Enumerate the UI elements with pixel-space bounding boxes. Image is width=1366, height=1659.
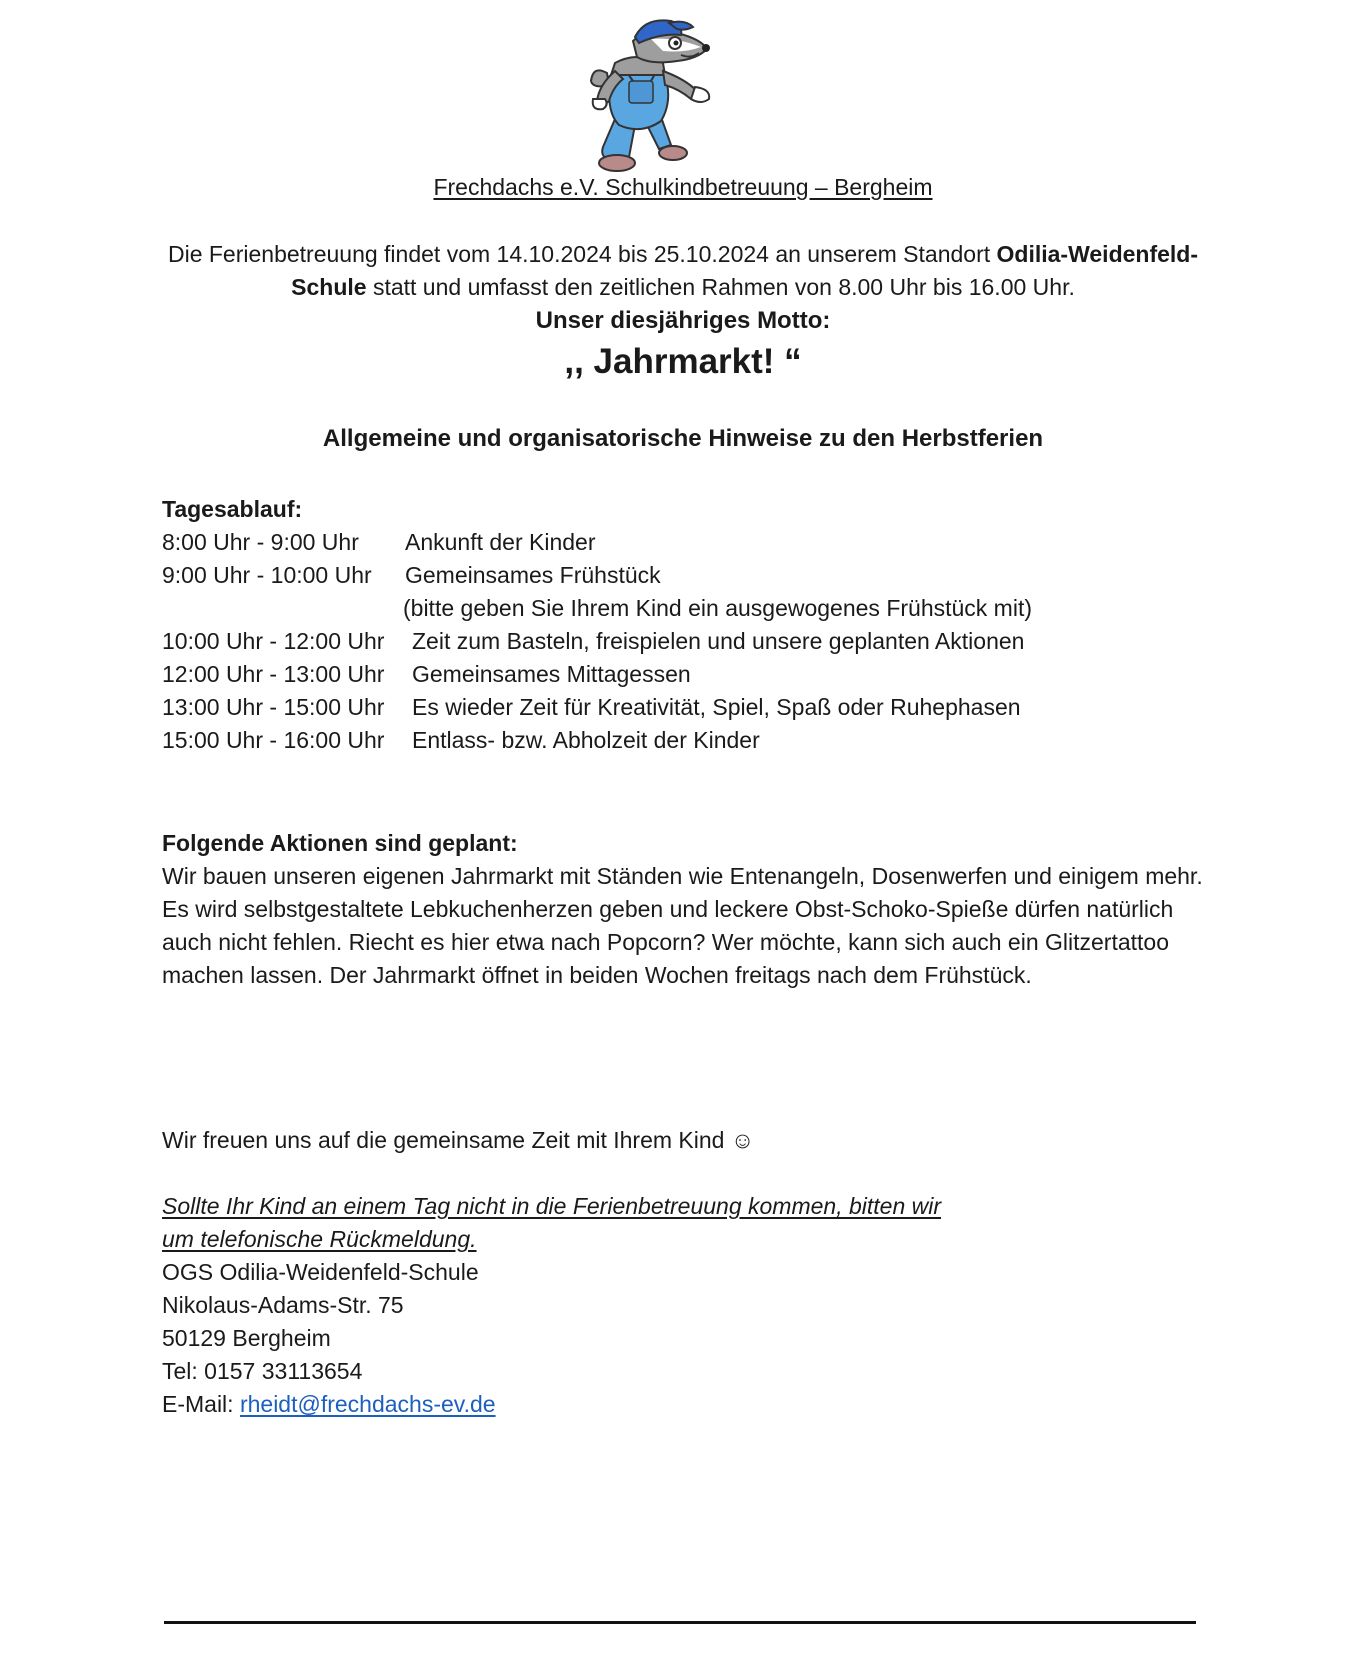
badger-mascot-logo [585,15,735,175]
schedule-row [162,625,1222,658]
intro-text-part1: Die Ferienbetreuung findet vom 14.10.2024 bis 25.10.2024 an unserem Standort [167,241,997,267]
intro-location: Odilia-Weidenfeld-Schule [291,241,1199,300]
contact-email-row [162,1388,941,1421]
intro-paragraph [160,238,1206,304]
activities-paragraph: Wir bauen unseren eigenen Jahrmarkt mit Ständen wie Entenangeln, Dosenwerfen und einigem mehr. [162,863,1203,889]
schedule-time: 8:00 Uhr - 9:00 Uhr [162,529,359,555]
email-label: E-Mail: [162,1391,240,1417]
schedule-row [162,592,1222,625]
notes-heading: Allgemeine und organisatorische Hinweise zu den Herbstferien [322,425,1044,452]
footer-divider [164,1621,1196,1624]
contact-org: OGS Odilia-Weidenfeld-Schule [162,1259,479,1285]
schedule-activity: Es wieder Zeit für Kreativität, Spiel, Spaß oder Ruhephasen [412,694,1021,720]
schedule-heading: Tagesablauf: [162,496,303,522]
schedule-activity: (bitte geben Sie Ihrem Kind ein ausgewogenes Frühstück mit) [403,595,1032,621]
schedule-row [162,658,1222,691]
contact-city: 50129 Bergheim [162,1325,331,1351]
schedule-time: 9:00 Uhr - 10:00 Uhr [162,562,372,588]
schedule-time: 12:00 Uhr - 13:00 Uhr [162,661,385,687]
absence-notice-line: um telefonische Rückmeldung. [162,1226,477,1252]
schedule-row [162,724,1222,757]
contact-phone: Tel: 0157 33113654 [162,1358,363,1384]
activities-heading: Folgende Aktionen sind geplant: [162,830,518,856]
contact-block [162,1190,941,1421]
schedule-row [162,526,1222,559]
motto-text: ,, Jahrmarkt! “ [564,342,802,381]
closing-line: Wir freuen uns auf die gemeinsame Zeit mit Ihrem Kind ☺ [162,1127,755,1153]
schedule-activity: Ankunft der Kinder [405,529,596,555]
schedule-time: 13:00 Uhr - 15:00 Uhr [162,694,385,720]
schedule-activity: Gemeinsames Frühstück [405,562,661,588]
schedule-activity: Gemeinsames Mittagessen [412,661,691,687]
organization-title: Frechdachs e.V. Schulkindbetreuung – Bergheim [433,174,933,200]
contact-street: Nikolaus-Adams-Str. 75 [162,1292,404,1318]
intro-text-part2: statt und umfasst den zeitlichen Rahmen von 8.00 Uhr bis 16.00 Uhr. [366,274,1075,300]
schedule-row [162,559,1222,592]
activities-paragraph: Es wird selbstgestaltete Lebkuchenherzen geben und leckere Obst-Schoko-Spieße dürfen natürlich auch nicht fehlen. Riecht es hier etwa nach Popcorn? Wer möchte, kann sich auch ein Glitzertattoo machen lassen. Der Jahrmarkt öffnet in beiden Wochen freitags nach dem Frühstück. [162,896,1174,988]
daily-schedule [162,493,1222,757]
schedule-row [162,691,1222,724]
email-link[interactable]: rheidt@frechdachs-ev.de [239,1391,496,1417]
schedule-time: 15:00 Uhr - 16:00 Uhr [162,727,385,753]
schedule-activity: Entlass- bzw. Abholzeit der Kinder [412,727,760,753]
schedule-activity: Zeit zum Basteln, freispielen und unsere geplanten Aktionen [412,628,1025,654]
schedule-time: 10:00 Uhr - 12:00 Uhr [162,628,385,654]
absence-notice-line: Sollte Ihr Kind an einem Tag nicht in die Ferienbetreuung kommen, bitten wir [162,1193,942,1219]
planned-activities [162,827,1217,992]
motto-label: Unser diesjähriges Motto: [535,307,831,334]
